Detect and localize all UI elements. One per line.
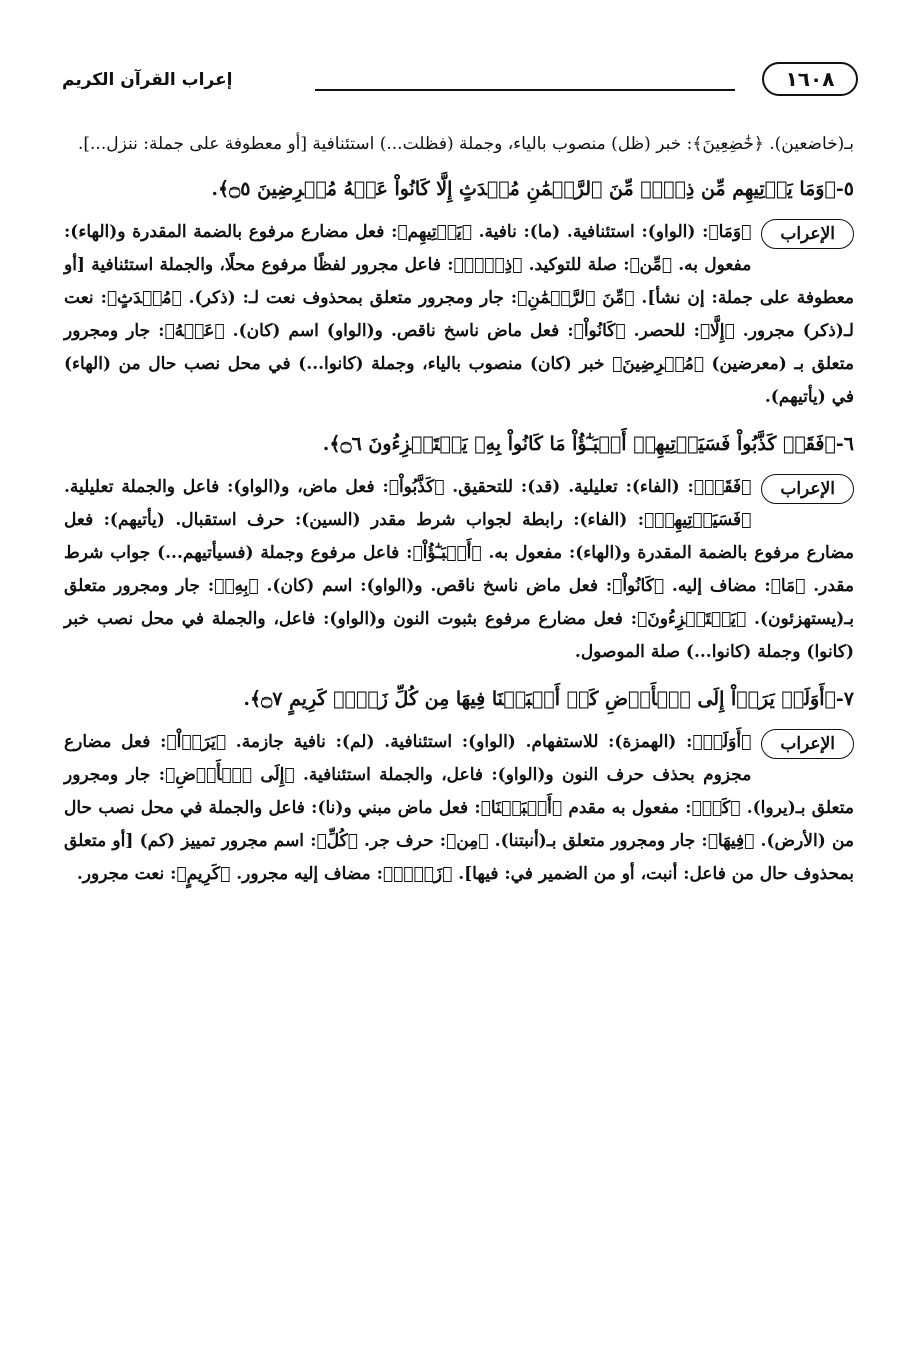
verse-number: ٦- (835, 433, 854, 455)
irab-text: ﴿فَقَدۡ﴾: (الفاء): تعليلية. (قد): للتحقيق. ﴿كَذَّبُواْ﴾: فعل ماض، و(الواو): فاعل والجملة تعليلية. ﴿فَسَيَأۡتِيهِمۡ﴾: (الفاء): رابطة لجواب شرط مقدر (السين): حرف استقبال. (يأتيهم): فعل مضارع مرفوع بالضمة المقدرة و(الهاء): مفعول به. ﴿أَنۢبَـٰٓؤُاْ﴾: فاعل مرفوع وجملة (فسيأتيهم...) جواب شرط مقدر. ﴿مَا﴾: مضاف إليه. ﴿كَانُواْ﴾: فعل ماض ناسخ ناقص. و(الواو): اسم (كان). ﴿بِهِۦ﴾: جار ومجرور متعلق بـ(يستهزئون). ﴿يَسۡتَهۡزِءُونَ﴾: فعل مضارع مرفوع بثبوت النون و(الواو): فاعل، والجملة في محل نصب خبر (كانوا) وجملة (كانوا...) صلة الموصول. (64, 477, 854, 662)
intro-paragraph: بـ(خاضعين). ﴿خَٰضِعِينَ﴾: خبر (ظل) منصوب بالياء، وجملة (فظلت...) استئنافية [أو معطوفة على جملة: ننزل...]. (77, 134, 854, 154)
irab-paragraph (64, 726, 854, 891)
irab-label: الإعراب (761, 474, 854, 504)
irab-label: الإعراب (761, 219, 854, 249)
verse-6 (64, 428, 854, 461)
verse-5 (64, 173, 854, 206)
verse-number: ٧- (835, 688, 854, 710)
page-header (60, 58, 860, 102)
irab-label: الإعراب (761, 729, 854, 759)
verse-7 (64, 683, 854, 716)
book-title: إعراب القرآن الكريم (62, 70, 233, 90)
irab-paragraph (64, 471, 854, 669)
irab-paragraph (64, 216, 854, 414)
irab-text: ﴿أَوَلَمۡ﴾: (الهمزة): للاستفهام. (الواو): استئنافية. (لم): نافية جازمة. ﴿يَرَوۡاْ﴾: فعل مضارع مجزوم بحذف حرف النون و(الواو): فاعل، والجملة استئنافية. ﴿إِلَى ٱلۡأَرۡضِ﴾: جار ومجرور متعلق بـ(يروا). ﴿كَمۡ﴾: مفعول به مقدم ﴿أَنۢبَتۡنَا﴾: فعل ماض مبني و(نا): فاعل والجملة في محل نصب حال من (الأرض). ﴿فِيهَا﴾: جار ومجرور متعلق بـ(أنبتنا). ﴿مِن﴾: حرف جر. ﴿كُلِّ﴾: اسم مجرور تمييز (كم) [أو متعلق بمحذوف حال من فاعل: أنبت، أو من الضمير في: فيها]. ﴿زَوۡجٖ﴾: مضاف إليه مجرور. ﴿كَرِيمٍ﴾: نعت مجرور. (64, 732, 854, 884)
verse-text: ﴿وَمَا يَأۡتِيهِم مِّن ذِكۡرٖ مِّنَ ٱلرَّحۡمَٰنِ مُحۡدَثٍ إِلَّا كَانُواْ عَنۡهُ مُعۡرِضِينَ ۝٥﴾. (211, 178, 836, 200)
header-rule (315, 89, 735, 91)
irab-text: ﴿وَمَا﴾: (الواو): استئنافية. (ما): نافية. ﴿يَأۡتِيهِم﴾: فعل مضارع مرفوع بالضمة المقدرة و(الهاء): مفعول به. ﴿مِّن﴾: صلة للتوكيد. ﴿ذِكۡرٖ﴾: فاعل مجرور لفظًا مرفوع محلًا، والجملة استئنافية [أو معطوفة على جملة: إن نشأ]. ﴿مِّنَ ٱلرَّحۡمَٰنِ﴾: جار ومجرور متعلق بمحذوف نعت لـ: (ذكر). ﴿مُحۡدَثٍ﴾: نعت لـ(ذكر) مجرور. ﴿إِلَّا﴾: للحصر. ﴿كَانُواْ﴾: فعل ماض ناسخ ناقص. و(الواو) اسم (كان). ﴿عَنۡهُ﴾: جار ومجرور متعلق بـ (معرضين) ﴿مُعۡرِضِينَ﴾ خبر (كان) منصوب بالياء، وجملة (كانوا...) في محل نصب حال من (الهاء) في (يأتيهم). (64, 222, 854, 407)
page-body (64, 128, 854, 905)
verse-text: ﴿أَوَلَمۡ يَرَوۡاْ إِلَى ٱلۡأَرۡضِ كَمۡ أَنۢبَتۡنَا فِيهَا مِن كُلِّ زَوۡجٖ كَرِيمٍ ۝٧﴾. (243, 688, 836, 710)
page-number: ١٦٠٨ (762, 62, 858, 96)
verse-number: ٥- (835, 178, 854, 200)
verse-text: ﴿فَقَدۡ كَذَّبُواْ فَسَيَأۡتِيهِمۡ أَنۢبَـٰٓؤُاْ مَا كَانُواْ بِهِۦ يَسۡتَهۡزِءُونَ ۝٦﴾. (322, 433, 836, 455)
